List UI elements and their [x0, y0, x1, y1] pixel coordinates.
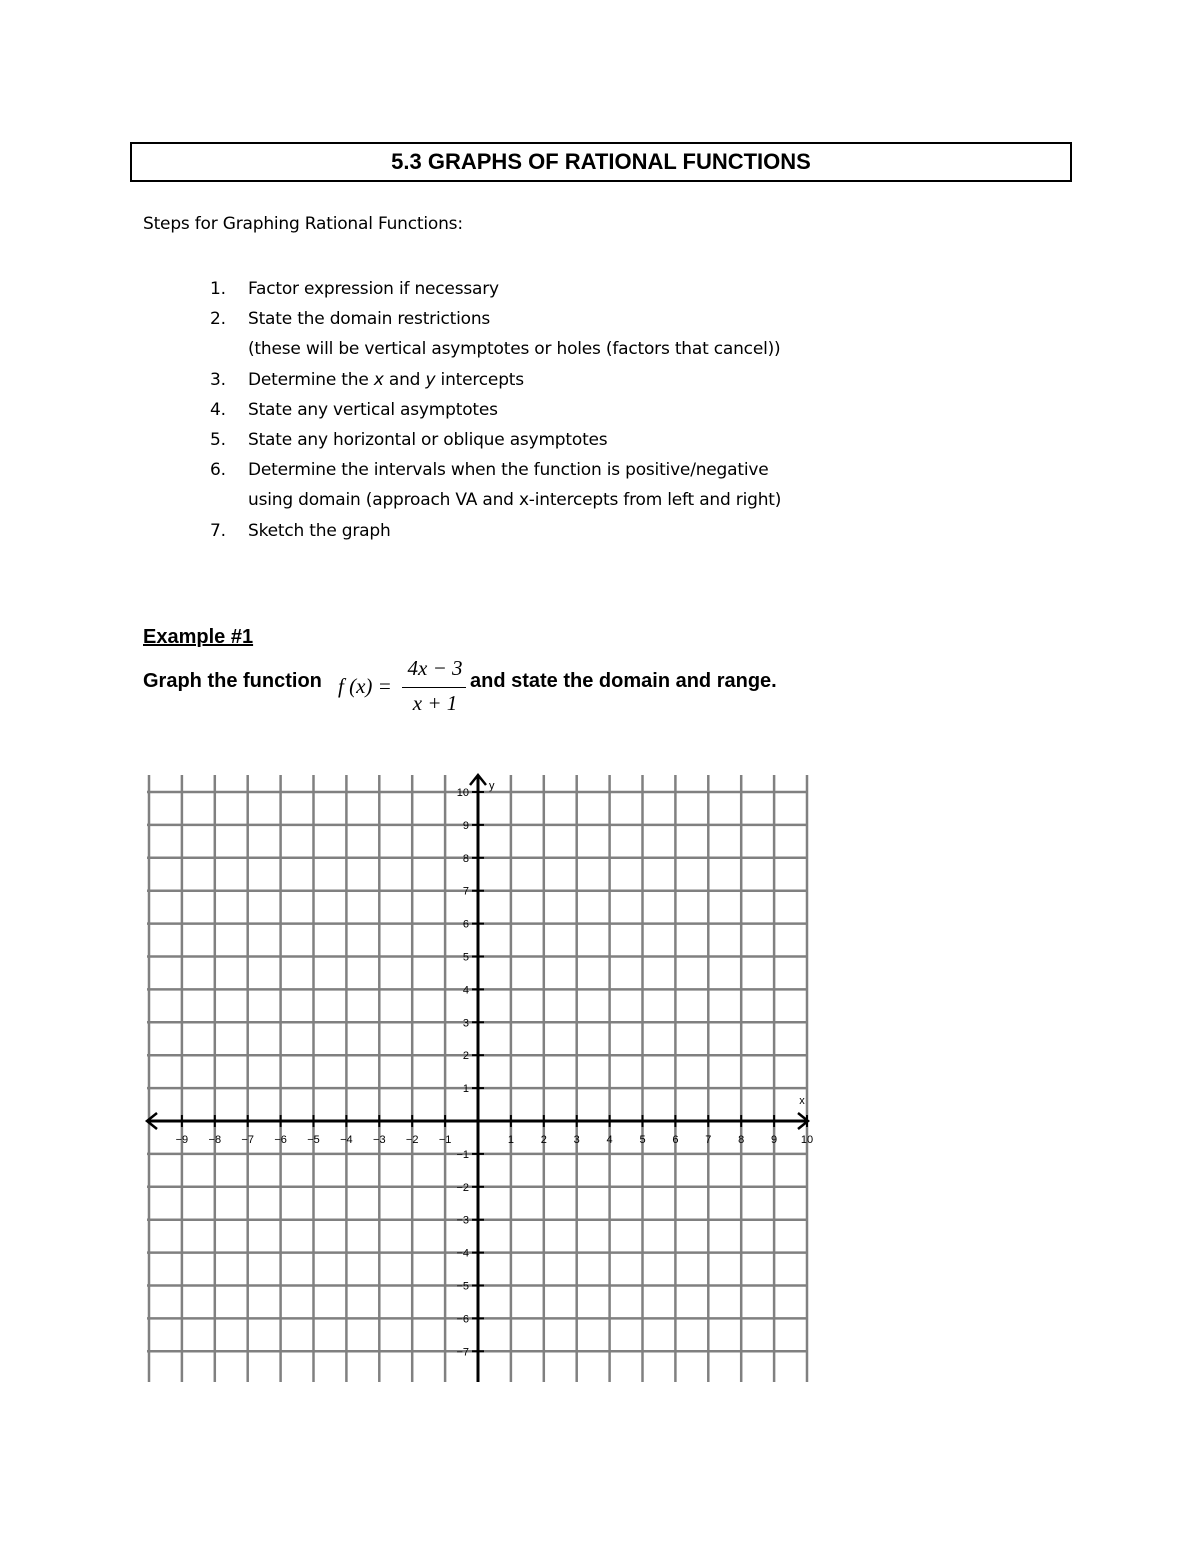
step-text: Sketch the graph	[248, 520, 391, 541]
x-tick-label: −8	[208, 1134, 222, 1146]
step-number: 3.	[210, 369, 226, 390]
x-tick-label: 1	[507, 1134, 514, 1146]
x-tick-label: 9	[771, 1134, 778, 1146]
y-tick-label: −5	[456, 1280, 469, 1293]
y-tick-label: −2	[456, 1181, 469, 1194]
y-axis-label: y	[489, 780, 495, 792]
step-text: State any vertical asymptotes	[248, 399, 498, 420]
step-number: 2.	[210, 309, 226, 330]
y-tick-label: 4	[462, 984, 469, 997]
x-tick-label: 6	[672, 1134, 679, 1146]
page-title: 5.3 GRAPHS OF RATIONAL FUNCTIONS	[130, 142, 1072, 182]
x-tick-label: 7	[705, 1134, 712, 1146]
y-tick-label: −7	[456, 1346, 469, 1359]
example-prompt-suffix: and state the domain and range.	[470, 670, 777, 692]
example-prompt: Graph the function	[143, 670, 322, 692]
step-number: 1.	[210, 279, 226, 299]
step-text-continued: (these will be vertical asymptotes or holes (factors that cancel))	[248, 339, 781, 360]
x-tick-label: −1	[438, 1134, 452, 1146]
y-tick-label: −3	[456, 1214, 469, 1227]
formula-numerator: 4x − 3	[407, 656, 463, 680]
x-tick-label: 5	[639, 1134, 646, 1146]
y-tick-label: 3	[462, 1017, 469, 1030]
y-tick-label: 5	[462, 951, 469, 964]
x-tick-label: 2	[540, 1134, 547, 1146]
x-axis-label: x	[799, 1095, 805, 1107]
step-text: Factor expression if necessary	[248, 279, 499, 299]
step-text-continued: using domain (approach VA and x-intercepts from left and right)	[248, 490, 782, 511]
y-tick-label: 7	[462, 885, 469, 898]
y-tick-label: −4	[456, 1247, 469, 1260]
step-number: 7.	[210, 520, 226, 541]
steps-intro: Steps for Graphing Rational Functions:	[143, 214, 463, 234]
x-tick-label: −3	[373, 1134, 386, 1146]
step-text: Determine the x and y intercepts	[248, 369, 524, 390]
x-tick-label: −7	[241, 1134, 254, 1146]
step-number: 4.	[210, 399, 226, 420]
x-tick-label: −4	[340, 1134, 353, 1146]
y-tick-label: 2	[462, 1050, 469, 1063]
x-tick-label: 3	[573, 1134, 580, 1146]
y-tick-label: 6	[462, 918, 469, 931]
step-number: 6.	[210, 460, 226, 481]
x-tick-label: −9	[175, 1134, 189, 1146]
y-tick-label: −1	[456, 1148, 469, 1161]
x-tick-label: 10	[800, 1134, 814, 1146]
step-text: State the domain restrictions	[248, 309, 491, 330]
step-number: 5.	[210, 430, 226, 451]
formula-denominator: x + 1	[412, 691, 458, 715]
step-text: Determine the intervals when the function is positive/negative	[248, 460, 769, 481]
y-tick-label: 9	[462, 819, 469, 832]
y-tick-label: 10	[456, 787, 469, 799]
x-tick-label: −2	[405, 1134, 419, 1146]
function-lhs: f (x) =	[338, 674, 392, 698]
step-text: State any horizontal or oblique asymptotes	[248, 430, 608, 451]
example-heading: Example #1	[143, 626, 254, 648]
y-tick-label: 8	[462, 852, 469, 865]
y-tick-label: −6	[456, 1313, 469, 1326]
x-tick-label: 4	[606, 1134, 613, 1146]
y-tick-label: 1	[462, 1083, 469, 1096]
x-tick-label: −5	[307, 1134, 320, 1146]
x-tick-label: 8	[738, 1134, 745, 1146]
x-tick-label: −6	[274, 1134, 287, 1146]
